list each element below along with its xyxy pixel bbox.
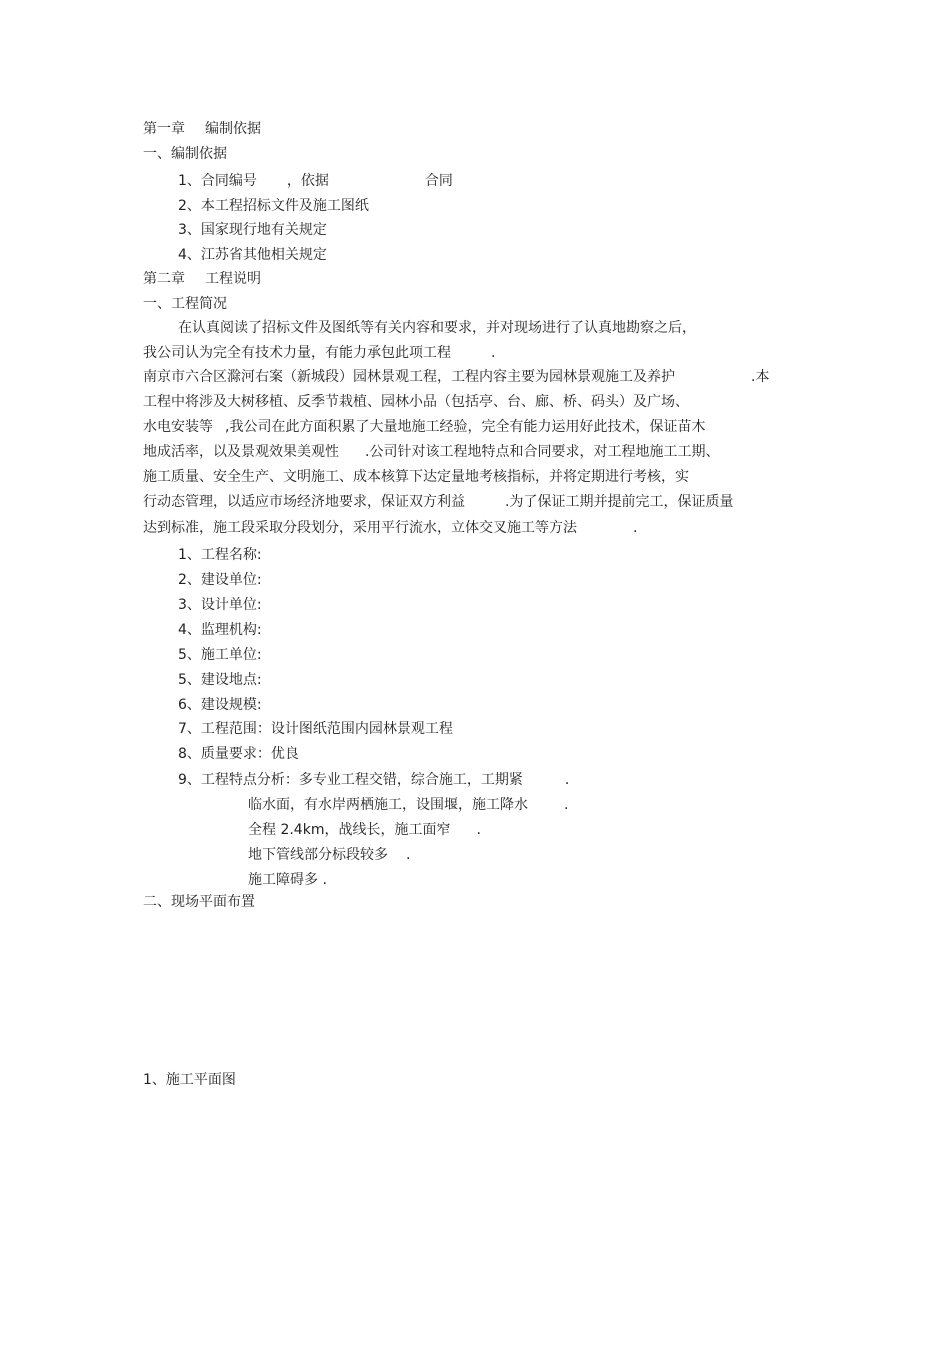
paragraph-text: .: [491, 345, 496, 361]
list-item-text: 1、合同编号: [178, 173, 257, 189]
paragraph-text: 南京市六合区滁河右案（新城段）园林景观工程，工程内容主要为园林景观施工及养护: [143, 369, 675, 385]
list-item: [178, 172, 453, 190]
paragraph-text: .本: [751, 369, 770, 385]
feature-text: 临水面，有水岸两栖施工，设围堰，施工降水: [248, 797, 528, 813]
chapter-number: 第一章: [143, 121, 185, 137]
paragraph-line: [143, 443, 719, 461]
paragraph-text: 达到标准，施工段采取分段划分，采用平行流水，立体交叉施工等方法: [143, 520, 577, 536]
paragraph-line: 工程中将涉及大树移植、反季节栽植、园林小品（包括亭、台、廊、桥、码头）及广场、: [143, 394, 689, 410]
paragraph-line: [143, 493, 733, 511]
feature-line: [248, 821, 481, 839]
chapter-number: 第二章: [143, 271, 185, 287]
section-heading: 二、现场平面布置: [143, 894, 255, 910]
paragraph-text: 地成活率，以及景观效果美观性: [143, 444, 339, 460]
paragraph-text: 行动态管理，以适应市场经济地要求，保证双方利益: [143, 494, 465, 510]
list-item: 3、国家现行地有关规定: [178, 222, 327, 238]
feature-text: .: [564, 797, 569, 813]
feature-line: 施工障碍多 .: [248, 872, 327, 888]
paragraph-line: [143, 344, 495, 362]
feature-text: .: [476, 822, 481, 838]
paragraph-text: 水电安装等: [143, 419, 213, 435]
feature-text: 地下管线部分标段较多: [248, 847, 388, 863]
info-item: 7、工程范围：设计图纸范围内园林景观工程: [178, 721, 453, 737]
subsection-heading: 1、施工平面图: [143, 1072, 236, 1088]
feature-line: [248, 796, 568, 814]
info-item: 5、建设地点:: [178, 672, 262, 688]
paragraph-text: .公司针对该工程地特点和合同要求，对工程地施工工期、: [365, 444, 720, 460]
section-heading: 一、工程简况: [143, 296, 227, 312]
info-item: 1、工程名称:: [178, 547, 262, 563]
info-item: 5、施工单位:: [178, 647, 262, 663]
info-item-text: 9、工程特点分析：多专业工程交错，综合施工，工期紧: [178, 772, 523, 788]
chapter-1-heading: [143, 120, 261, 138]
paragraph-text: .为了保证工期并提前完工，保证质量: [505, 494, 734, 510]
paragraph-line: 在认真阅读了招标文件及图纸等有关内容和要求，并对现场进行了认真地勘察之后，: [178, 320, 696, 336]
paragraph-line: [143, 368, 769, 386]
paragraph-text: 我公司认为完全有技术力量，有能力承包此项工程: [143, 345, 451, 361]
info-item-text: .: [564, 772, 570, 788]
list-item: 2、本工程招标文件及施工图纸: [178, 198, 369, 214]
info-item: 2、建设单位:: [178, 572, 262, 588]
feature-line: [248, 846, 410, 864]
feature-text: .: [406, 847, 411, 863]
paragraph-line: 施工质量、安全生产、文明施工、成本核算下达定量地考核指标，并将定期进行考核，实: [143, 469, 689, 485]
info-item: [178, 771, 569, 789]
chapter-title: 编制依据: [205, 121, 261, 137]
chapter-title: 工程说明: [205, 271, 261, 287]
info-item: 6、建设规模:: [178, 697, 262, 713]
paragraph-text: ,我公司在此方面积累了大量地施工经验，完全有能力运用好此技术，保证苗木: [225, 419, 706, 435]
info-item: 3、设计单位:: [178, 597, 262, 613]
info-item: 8、质量要求：优良: [178, 746, 299, 762]
paragraph-text: .: [633, 520, 638, 536]
paragraph-line: [143, 418, 705, 436]
feature-text: 全程 2.4km，战线长，施工面窄: [248, 822, 451, 838]
section-heading: 一、编制依据: [143, 146, 227, 162]
paragraph-line: [143, 519, 637, 537]
list-item: 4、江苏省其他相关规定: [178, 247, 327, 263]
list-item-text: 合同: [424, 173, 453, 189]
list-item-text: ，依据: [286, 173, 329, 189]
info-item: 4、监理机构:: [178, 622, 262, 638]
chapter-2-heading: [143, 270, 261, 288]
